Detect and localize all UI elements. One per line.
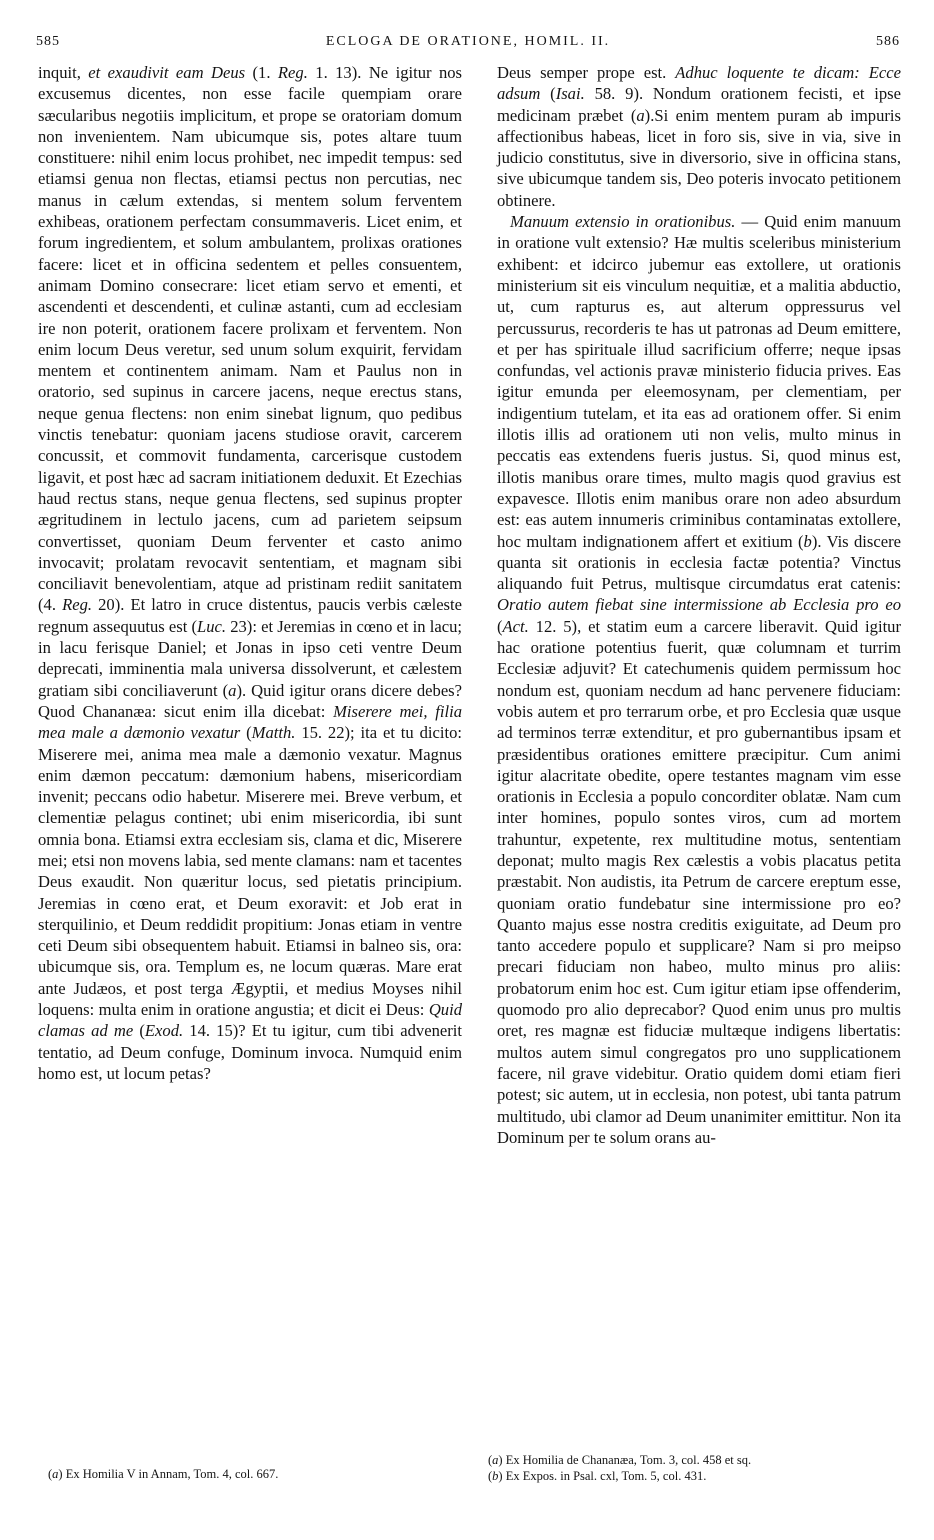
running-header [36,34,900,56]
italic-run: a [492,1453,499,1467]
italic-run: et exaudivit eam Deus [88,63,246,82]
right-column-paragraph-1 [497,62,901,211]
text-run: ( [497,616,503,636]
italic-run: a [636,105,645,125]
text-run: — Quid enim manuum in oratione vult extensio? Hæ multis sceleribus ministerium exhibent: et idcirco jubemur eas extollere, ut orationis ministerium sit eis vinculum nequitiæ, et a malitia abductio, ut, cum rapturus es, aut alterum oppressurus vel percussurus, recorderis te has ut patronas ad Deum emittere, et per has spirituale illud sacrificium offerre; neque ipsas confundas, vel actionis pravæ ministerio fiducia prives. Eas igitur emunda per eleemosynam, per clementiam, per indigentium tutelam, et ita eas ad orationem offer. Si enim illotis illis ad orationem uti non velis, multo minus in peccatis eas extendens fueris justus. Si, quod minus est, illotis manibus orare times, multo magis quod gravius est expavesce. Illotis enim manibus orare non adeo absurdum est: eas autem innumeris criminibus contaminatas extollere, hoc multam indignationem affert et exitium ( [497,212,902,551]
italic-run: Miserere mei, filia mea male a dæmonio vexatur [38,701,463,743]
text-run: 15. 22); ita et tu dicito: Miserere mei, anima mea male a dæmonio vexatur. Magnus enim dæmon peccatum: dæmonium habens, misericordiam invenit; peccans odio habetur. Miserere mei. Breve verbum, et clementiæ pelagus continet; ubi enim misericordia, ibi sunt omnia bona. Etiamsi extra ecclesiam sis, clama et dic, Miserere mei; etsi non movens labia, sed mente clamans: nam et tacentes Deus exaudit. Non quæritur locus, sed pietatis principium. Jeremias in cœno erat, et Deum exoravit: et Job erat in sterquilinio, et Deum reddidit propitium: Jonas etiam in ventre ceti Deum sibi obsequentem habuit. Etiamsi in balneo sis, ora: ubicumque sis, ora. Templum es, ne locum quæras. Mare erat ante Judæos, et post terga Ægyptii, et medius Moyses nihil loquens: multa enim in oratione angustia; et dicit ei Deus: [38,723,462,1020]
text-run: ). Vis discere quanta sit orationis in ecclesia factæ potentia? Vinctus aliquando fuit Petrus, multisque circumdatus erat catenis: [497,531,901,594]
text-run: 58. 9). Nondum orationem fecisti, et ipse medicinam præbet ( [497,84,901,125]
italic-run: Oratio autem fiebat sine intermissione ab Ecclesia pro eo [497,595,901,615]
text-run: ).Si enim mentem puram ab impuris affectionibus habeas, licet in foro sis, sive in via, sive in judicio constitutus, sive in diversorio, sive in officina stans, sive ubicumque tandem sis, Deo poteris invocato petitionem obtinere. [497,105,901,210]
footnote-a-right [488,1452,908,1468]
text-run: ( [48,1467,53,1481]
footnotes-right [488,1452,908,1484]
italic-run: Matth. [251,723,296,743]
right-column-paragraph-2 [497,211,901,1148]
italic-run: a [52,1467,59,1481]
italic-run: b [492,1469,499,1483]
italic-run: Luc. [197,616,227,636]
text-run: ). Quid igitur orans dicere debes? Quod Chananæa: sicut enim illa dicebat: [38,680,463,721]
text-run: ) Ex Homilia de Chananæa, Tom. 3, col. 458 et sq. [498,1453,752,1467]
left-column [38,62,462,1084]
footnote-left [48,1466,468,1482]
italic-run: b [803,531,812,551]
text-run: 1. 13). Ne igitur nos excusemus dicentes, non esse facile quempiam orare sæcularibus negotiis implicitum, et prope se oratoriam domum non invenientem. Nam ubicumque sis, potes altare tuum constituere: nihil enim locus prohibet, nec impedit tempus: sed etiamsi genua non flectas, etiamsi pectus non percutias, nec manus in cælum extendas, si mentem solum ferventem exhibeas, orationem perfectam consummaveris. Licet enim, et forum ingredientem, et solum ambulantem, prolixas orationes facere: licet et in officina sedentem et pelles consuentem, animam Domino consecrare: licet etiam servo et ementi, et ascendenti et descendenti, et culinæ astanti, cum ad ecclesiam ire non poterit, orationem facere prolixam et ferventem. Non enim locum Deus veretur, sed unum solum exquirit, fervidam mentem et continentem animam. Nam et Paulus non in oratorio, sed supinus in carcere jacens, neque erectus stans, neque genua flectens: non enim sinebat lignum, quo pedibus vinctis tenebatur: quoniam jacens studiose oravit, carcerem concussit, et commovit fundamenta, carcerisque custodem ligavit, et post hæc ad sacram initiationem deduxit. Et Ezechias haud rectus stans, neque genua flectens, sed supinus propter ægritudinem in lectulo jacens, cum ad parietem seipsum convertisset, quoniam Deum ferventer et casto animo invocavit; prolatam revocavit sententiam, et magnam sibi conciliavit benevolentiam, atque ad pristinam rediit sanitatem (4. [38,63,462,615]
footnote-b-right [488,1468,908,1484]
italic-run: Exod. [144,1021,184,1041]
footnote-a-left [48,1466,468,1482]
text-run: (1. [245,63,278,82]
italic-run: Act. [502,616,529,636]
italic-run: Reg. [62,595,93,615]
text-run: 14. 15)? Et tu igitur, cum tibi advenerit tentatio, ad Deum confuge, Dominum invoca. Numquid enim homo est, ut locum petas? [38,1021,462,1083]
italic-run: Reg. [277,63,308,82]
page-number-right: 586 [876,34,900,49]
italic-run: a [228,680,237,700]
italic-run: Isai. [555,84,585,104]
text-run: ( [540,84,556,104]
italic-run: Manuum extensio in orationibus. [510,212,736,232]
text-run: 20). Et latro in cruce distentus, paucis verbis cæleste regnum assequutus est ( [38,595,462,636]
text-run: inquit, [38,63,89,82]
running-title: ECLOGA DE ORATIONE, HOMIL. II. [325,34,611,49]
text-run: ( [488,1453,493,1467]
left-column-text [38,62,462,1084]
text-run: ) Ex Homilia V in Annam, Tom. 4, col. 667. [58,1467,279,1481]
text-run: ( [240,723,252,743]
text-run: 23): et Jeremias in cœno et in lacu; in lacu ferisque Daniel; et Jonas in ipso ceti ventre Deum deprecati, imminentia mala universa dissolverunt, et cælestem gratiam sibi conciliaverunt ( [38,616,462,700]
italic-run: Quid clamas ad me [38,1000,462,1041]
text-run: ) Ex Expos. in Psal. cxl, Tom. 5, col. 431. [498,1469,707,1483]
text-run: 12. 5), et statim eum a carcere liberavit. Quid igitur hac oratione potentius fuerit, quæ columnam et turrim Ecclesiæ adjuvit? Et catechumenis quidem permissum hoc nondum est, quoniam necdum ad hanc pervenere fiduciam: vobis autem et pro terrarum orbe, et pro Ecclesia quæ usque ad terminos terræ extenditur, et pro gubernantibus ipsam et præsidentibus orationes emittere præcipitur. Cum animi igitur alacritate obedite, opere testantes magnam vim esse orationis in Ecclesia a populo concorditer oblatæ. Nam cum inter homines, populo sontes viros, cum ad mortem trahuntur, expetente, rex multitudine motus, sententiam deponat; multo magis Rex cælestis a vobis placatus petita præstabit. Non audistis, ita Petrum de carcere ereptum esse, quoniam oratio fundebatur sine intermissione pro eo? Quanto majus esse nostra creditis exiguitate, ad Deum pro tanto accedere populo et supplicare? Nam si pro meipso precari fiduciam non habeo, multo minus pro aliis: probatorum enim hoc est. Cum igitur etiam ipse offenderim, quomodo pro alio deprecabor? Quod enim unus pro multis oret, res magnæ est fiduciæ multæque indigens libertatis: multos autem simul congregatos pro uno supplicationem facere, nil grave videbitur. Oratio quidem domi etiam fieri potest; sic autem, ut in ecclesia, non potest, ubi tanta patrum multitudo, ubi clamor ad Deum unanimiter emittitur. Non ita Dominum per te solum orans au- [497,616,901,1147]
text-run: ( [488,1469,493,1483]
right-column [497,62,901,1148]
text-run: ( [133,1021,145,1041]
italic-run: Adhuc loquente te dicam: Ecce adsum [497,63,901,104]
text-run: Deus semper prope est. [497,63,676,82]
page-number-left: 585 [36,34,60,49]
